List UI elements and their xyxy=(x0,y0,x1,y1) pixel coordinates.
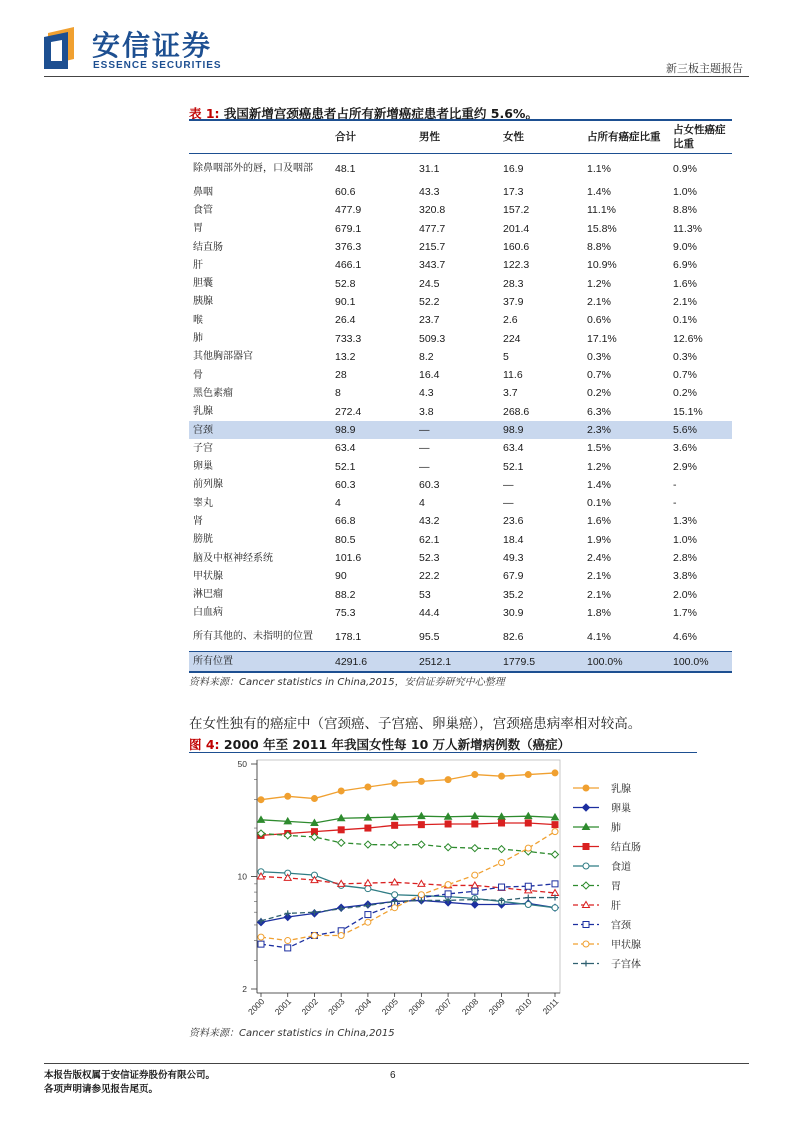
table-cell: — xyxy=(503,478,514,491)
table-cell: 1.0% xyxy=(673,186,697,199)
table-row xyxy=(189,439,732,457)
data-point xyxy=(499,773,505,779)
table-row xyxy=(189,403,732,421)
table-cell: 268.6 xyxy=(503,405,530,418)
table-row xyxy=(189,494,732,512)
table-header-cell: 女性 xyxy=(499,120,583,154)
data-point xyxy=(552,822,558,828)
figure-title-text: 2000 年至 2011 年我国女性每 10 万人新增病例数（癌症） xyxy=(223,737,571,752)
table-cell: 477.9 xyxy=(335,204,362,217)
table-cell: 1.1% xyxy=(587,162,611,175)
table-cell: 60.3 xyxy=(419,478,440,491)
table-cell: 44.4 xyxy=(419,606,440,619)
table-cell: 0.3% xyxy=(673,350,697,363)
female-cancer-incidence-chart xyxy=(189,752,709,1020)
legend-label: 宫颈 xyxy=(611,920,631,932)
y-tick-label: 2 xyxy=(242,984,247,994)
data-point xyxy=(472,888,478,894)
data-point xyxy=(499,884,505,890)
table-row-label: 结直肠 xyxy=(193,241,223,253)
table-row xyxy=(189,531,732,549)
table-row-label: 胆囊 xyxy=(193,278,213,290)
table-cell: 2512.1 xyxy=(415,652,499,673)
table-cell: 13.2 xyxy=(335,350,356,363)
data-point xyxy=(258,797,264,803)
table-cell: 0.9% xyxy=(673,162,697,175)
table-cell: 53 xyxy=(419,588,431,601)
legend-marker xyxy=(583,804,590,811)
legend-marker xyxy=(583,961,589,967)
legend-label: 乳腺 xyxy=(611,784,631,795)
x-tick-label: 2006 xyxy=(406,996,427,1017)
table-row-label: 肾 xyxy=(193,515,203,527)
table-row-label: 前列腺 xyxy=(193,479,223,491)
table-cell: 2.1% xyxy=(587,295,611,308)
legend-marker xyxy=(583,882,590,889)
table-cell: 320.8 xyxy=(419,204,446,217)
data-point xyxy=(552,829,558,835)
table-row-label: 子宫 xyxy=(193,442,213,454)
table-row-label: 淋巴瘤 xyxy=(193,589,223,601)
table-cell: 0.2% xyxy=(587,387,611,400)
table-cell: 18.4 xyxy=(503,533,524,546)
table-cell: 30.9 xyxy=(503,606,524,619)
data-point xyxy=(258,941,264,947)
table-cell: 101.6 xyxy=(335,552,362,565)
table-source: 资料来源：Cancer statistics in China,2015，安信证券研究中心整理 xyxy=(189,677,505,688)
legend-marker xyxy=(583,863,589,869)
legend-marker xyxy=(583,844,589,850)
table-cell: 4.6% xyxy=(673,630,697,643)
legend-label: 甲状腺 xyxy=(611,940,641,951)
legend-label: 肝 xyxy=(611,901,621,912)
data-point xyxy=(285,793,291,799)
table-cell: — xyxy=(419,442,430,455)
table-cell: 1.4% xyxy=(587,186,611,199)
table-cell: 52.3 xyxy=(419,552,440,565)
legend-marker xyxy=(583,941,589,947)
table-cell: 0.1% xyxy=(587,497,611,510)
table-cell: 17.1% xyxy=(587,332,617,345)
x-tick-label: 2003 xyxy=(326,996,347,1017)
legend-label: 子宫体 xyxy=(611,959,641,971)
table-row-label: 食管 xyxy=(193,204,213,216)
footer-divider xyxy=(44,1063,749,1064)
table-row xyxy=(189,311,732,329)
plot-area xyxy=(257,760,560,993)
data-point xyxy=(525,772,531,778)
table-cell: 0.2% xyxy=(673,387,697,400)
table-row-label: 胰腺 xyxy=(193,296,213,308)
table-cell: 98.9 xyxy=(331,421,415,439)
table-row xyxy=(189,201,732,219)
table-cell: 16.4 xyxy=(419,369,440,382)
table-cell: 1.8% xyxy=(587,606,611,619)
legend-label: 卵巢 xyxy=(611,803,631,815)
table-cell: 201.4 xyxy=(503,222,530,235)
table-cell: 2.6 xyxy=(503,314,518,327)
table-row xyxy=(189,549,732,567)
table-cell: 1.0% xyxy=(673,533,697,546)
table-cell: 178.1 xyxy=(335,630,362,643)
table-cell: 477.7 xyxy=(419,222,446,235)
table-cell: 11.6 xyxy=(503,369,523,382)
table-cell: 90.1 xyxy=(335,295,356,308)
table-cell: 2.4% xyxy=(587,552,611,565)
body-paragraph: 在女性独有的癌症中（宫颈癌、子宫癌、卵巢癌），宫颈癌患病率相对较高。 xyxy=(189,716,642,732)
data-point xyxy=(418,892,424,898)
table-row xyxy=(189,476,732,494)
data-point xyxy=(525,845,531,851)
data-point xyxy=(499,860,505,866)
data-point xyxy=(525,901,531,907)
table-cell: 509.3 xyxy=(419,332,446,345)
x-tick-label: 2010 xyxy=(513,996,534,1017)
table-cell: 8.8% xyxy=(673,204,697,217)
table-cell: 52.2 xyxy=(419,295,440,308)
data-point xyxy=(525,883,531,889)
table-cell: 49.3 xyxy=(503,552,524,565)
company-logo-icon xyxy=(44,27,78,69)
table-label: 表 1: xyxy=(189,106,220,121)
table-cell: 122.3 xyxy=(503,259,530,272)
table-row xyxy=(189,256,732,274)
table-row-label: 所有其他的、未指明的位置 xyxy=(193,631,313,643)
footer-line-2: 各项声明请参见报告尾页。 xyxy=(44,1084,159,1095)
table-row-label: 乳腺 xyxy=(193,406,213,418)
table-cell: 15.8% xyxy=(587,222,617,235)
table-cell: 3.8 xyxy=(419,405,434,418)
table-cell: 5 xyxy=(503,350,509,363)
table-row-label: 所有位置 xyxy=(189,652,331,673)
table-row-label: 膀胱 xyxy=(193,534,213,546)
table-cell: — xyxy=(415,421,499,439)
table-cell: 11.1% xyxy=(587,204,616,217)
table-cell: 66.8 xyxy=(335,515,356,528)
data-point xyxy=(525,820,531,826)
table-cell: 43.3 xyxy=(419,186,440,199)
table-row-label: 宫颈 xyxy=(189,421,331,439)
table-cell: 2.1% xyxy=(673,295,697,308)
table-row-label: 其他胸部器官 xyxy=(193,351,253,363)
table-row-label: 骨 xyxy=(193,369,203,381)
table-header-cell: 占女性癌症比重 xyxy=(669,120,732,154)
table-cell: 1.3% xyxy=(673,515,697,528)
x-tick-label: 2001 xyxy=(272,996,294,1017)
data-point xyxy=(338,827,344,833)
table-cell: 1.4% xyxy=(587,478,611,491)
table-cell: - xyxy=(673,497,677,510)
table-cell: 28.3 xyxy=(503,277,524,290)
x-tick-label: 2007 xyxy=(433,996,454,1017)
table-cell: 5.6% xyxy=(669,421,732,439)
legend-label: 结直肠 xyxy=(611,842,641,854)
x-tick-label: 2009 xyxy=(486,996,507,1017)
table-cell: 63.4 xyxy=(335,442,356,455)
table-cell: 90 xyxy=(335,570,347,583)
table-cell: 24.5 xyxy=(419,277,440,290)
table-row-label: 喉 xyxy=(193,314,203,326)
table-row xyxy=(189,293,732,311)
table-cell: 3.7 xyxy=(503,387,518,400)
table-row xyxy=(189,586,732,604)
table-cell: 2.1% xyxy=(587,588,611,601)
company-name-cn: 安信证券 xyxy=(92,29,213,62)
table-cell: 15.1% xyxy=(673,405,703,418)
y-tick-label: 50 xyxy=(237,759,247,769)
table-header-row xyxy=(189,120,732,154)
table-row-label: 肝 xyxy=(193,259,203,271)
data-point xyxy=(552,881,558,887)
header-divider xyxy=(44,76,749,77)
table-cell: 82.6 xyxy=(503,630,524,643)
table-cell: 6.3% xyxy=(587,405,611,418)
table-header-cell: 合计 xyxy=(331,120,415,154)
table-cell: 733.3 xyxy=(335,332,362,345)
table-cell: 2.1% xyxy=(587,570,611,583)
table-row xyxy=(189,238,732,256)
table-row xyxy=(189,604,732,622)
data-point xyxy=(392,905,398,911)
table-cell: 10.9% xyxy=(587,259,617,272)
data-point xyxy=(311,796,317,802)
footer-disclaimer xyxy=(44,1069,215,1097)
data-point xyxy=(365,784,371,790)
x-tick-label: 2002 xyxy=(299,996,320,1017)
table-row-label: 卵巢 xyxy=(193,461,213,473)
table-row xyxy=(189,274,732,292)
data-point xyxy=(472,821,478,827)
table-row xyxy=(189,652,732,673)
legend-label: 肺 xyxy=(611,823,621,834)
table-cell: 1.9% xyxy=(587,533,611,546)
data-point xyxy=(392,780,398,786)
data-point xyxy=(365,912,371,918)
data-point xyxy=(499,820,505,826)
table-row xyxy=(189,154,732,184)
table-cell: 272.4 xyxy=(335,405,362,418)
table-row-label: 胃 xyxy=(193,223,203,235)
legend-label: 胃 xyxy=(611,881,621,893)
table-cell: 26.4 xyxy=(335,314,356,327)
table-cell: 8.8% xyxy=(587,241,611,254)
table-cell: 22.2 xyxy=(419,570,440,583)
x-tick-label: 2011 xyxy=(540,996,561,1017)
table-row-label: 白血病 xyxy=(193,607,223,619)
table-cell: 1.2% xyxy=(587,460,611,473)
data-point xyxy=(311,932,317,938)
table-row xyxy=(189,348,732,366)
table-cell: 3.6% xyxy=(673,442,697,455)
table-cell: 75.3 xyxy=(335,606,356,619)
table-row-label: 肺 xyxy=(193,333,203,345)
table-cell: — xyxy=(503,497,514,510)
table-cell: 60.3 xyxy=(335,478,356,491)
table-cell: 4 xyxy=(335,497,341,510)
page-header xyxy=(0,0,793,80)
table-row-label: 鼻咽 xyxy=(193,186,213,198)
data-point xyxy=(258,934,264,940)
table-cell: 4.1% xyxy=(587,630,611,643)
data-point xyxy=(338,788,344,794)
table-cell: 2.0% xyxy=(673,588,697,601)
cancer-data-table xyxy=(189,119,732,673)
data-point xyxy=(552,905,558,911)
table-cell: 1779.5 xyxy=(499,652,583,673)
data-point xyxy=(552,770,558,776)
data-point xyxy=(445,882,451,888)
data-point xyxy=(472,772,478,778)
table-cell: 95.5 xyxy=(419,630,440,643)
table-cell: 1.2% xyxy=(587,277,611,290)
table-cell: 100.0% xyxy=(583,652,669,673)
data-point xyxy=(418,822,424,828)
report-type: 新三板主题报告 xyxy=(666,62,743,75)
table-row xyxy=(189,567,732,585)
table-row xyxy=(189,329,732,347)
table-cell: 0.7% xyxy=(587,369,611,382)
table-cell: 679.1 xyxy=(335,222,362,235)
data-point xyxy=(285,938,291,944)
table-cell: - xyxy=(673,478,677,491)
y-tick-label: 10 xyxy=(237,871,247,882)
table-row xyxy=(189,622,732,652)
data-point xyxy=(285,945,291,951)
table-cell: 52.1 xyxy=(335,460,356,473)
data-point xyxy=(392,822,398,828)
table-cell: 224 xyxy=(503,332,521,345)
data-point xyxy=(418,778,424,784)
table-title-text: 我国新增宫颈癌患者占所有新增癌症患者比重约 5.6%。 xyxy=(223,106,538,121)
table-row-label: 黑色素瘤 xyxy=(193,387,233,399)
table-cell: 215.7 xyxy=(419,241,446,254)
table-header-cell xyxy=(189,120,331,154)
table-cell: 0.6% xyxy=(587,314,611,327)
table-cell: 17.3 xyxy=(503,186,524,199)
data-point xyxy=(365,919,371,925)
table-cell: 52.1 xyxy=(503,460,524,473)
data-point xyxy=(445,821,451,827)
table-cell: 1.5% xyxy=(587,442,611,455)
table-cell: 88.2 xyxy=(335,588,356,601)
data-point xyxy=(365,825,371,831)
table-cell: 4 xyxy=(419,497,425,510)
table-cell: 6.9% xyxy=(673,259,697,272)
legend-label: 食道 xyxy=(611,862,631,873)
table-cell: 23.6 xyxy=(503,515,524,528)
company-name-en: ESSENCE SECURITIES xyxy=(93,60,222,71)
table-cell: 2.9% xyxy=(673,460,697,473)
table-row xyxy=(189,384,732,402)
table-cell: 23.7 xyxy=(419,314,440,327)
table-row-label: 除鼻咽部外的唇，口及咽部 xyxy=(193,163,313,174)
table-cell: 11.3% xyxy=(673,222,702,235)
table-row xyxy=(189,366,732,384)
data-point xyxy=(472,872,478,878)
table-row xyxy=(189,183,732,201)
table-cell: 8 xyxy=(335,387,341,400)
table-cell: 16.9 xyxy=(503,162,524,175)
table-cell: 0.3% xyxy=(587,350,611,363)
table-cell: 98.9 xyxy=(499,421,583,439)
table-row xyxy=(189,421,732,439)
data-point xyxy=(445,891,451,897)
table-cell: — xyxy=(419,460,430,473)
table-header-cell: 占所有癌症比重 xyxy=(583,120,669,154)
table-cell: 160.6 xyxy=(503,241,530,254)
table-cell: 2.3% xyxy=(583,421,669,439)
legend-marker xyxy=(583,922,589,928)
table-cell: 376.3 xyxy=(335,241,362,254)
table-cell: 157.2 xyxy=(503,204,530,217)
table-row-label: 脑及中枢神经系统 xyxy=(193,552,273,564)
figure-source: 资料来源：Cancer statistics in China,2015 xyxy=(189,1028,395,1039)
table-cell: 100.0% xyxy=(669,652,732,673)
table-header-cell: 男性 xyxy=(415,120,499,154)
table-cell: 466.1 xyxy=(335,259,362,272)
table-cell: 67.9 xyxy=(503,570,524,583)
table-cell: 60.6 xyxy=(335,186,356,199)
figure-label: 图 4: xyxy=(189,737,220,752)
table-cell: 12.6% xyxy=(673,332,703,345)
table-row xyxy=(189,220,732,238)
table-cell: 35.2 xyxy=(503,588,524,601)
table-cell: 62.1 xyxy=(419,533,440,546)
x-tick-label: 2004 xyxy=(352,996,374,1017)
table-cell: 43.2 xyxy=(419,515,440,528)
table-row-label: 甲状腺 xyxy=(193,570,223,582)
table-row xyxy=(189,457,732,475)
page-number: 6 xyxy=(390,1070,396,1081)
table-cell: 0.1% xyxy=(673,314,697,327)
table-cell: 4.3 xyxy=(419,387,434,400)
table-row xyxy=(189,512,732,530)
legend-marker xyxy=(583,785,589,791)
x-tick-label: 2008 xyxy=(459,996,481,1017)
table-cell: 3.8% xyxy=(673,570,697,583)
table-row-label: 睾丸 xyxy=(193,497,213,509)
table-cell: 1.6% xyxy=(587,515,611,528)
table-cell: 343.7 xyxy=(419,259,446,272)
table-cell: 28 xyxy=(335,369,347,382)
data-point xyxy=(445,777,451,783)
x-tick-label: 2000 xyxy=(245,996,267,1017)
table-cell: 0.7% xyxy=(673,369,697,382)
table-cell: 63.4 xyxy=(503,442,524,455)
table-cell: 8.2 xyxy=(419,350,434,363)
table-cell: 48.1 xyxy=(335,162,356,175)
data-point xyxy=(392,892,398,898)
table-cell: 52.8 xyxy=(335,277,356,290)
data-point xyxy=(365,886,371,892)
table-cell: 37.9 xyxy=(503,295,524,308)
table-cell: 1.7% xyxy=(673,606,697,619)
table-cell: 31.1 xyxy=(419,162,440,175)
table-cell: 2.8% xyxy=(673,552,697,565)
table-cell: 4291.6 xyxy=(331,652,415,673)
table-cell: 9.0% xyxy=(673,241,697,254)
footer-line-1: 本报告版权属于安信证券股份有限公司。 xyxy=(44,1070,216,1081)
table-cell: 1.6% xyxy=(673,277,697,290)
x-tick-label: 2005 xyxy=(379,996,401,1017)
table-cell: 80.5 xyxy=(335,533,356,546)
figure-title xyxy=(189,735,570,753)
data-point xyxy=(338,932,344,938)
